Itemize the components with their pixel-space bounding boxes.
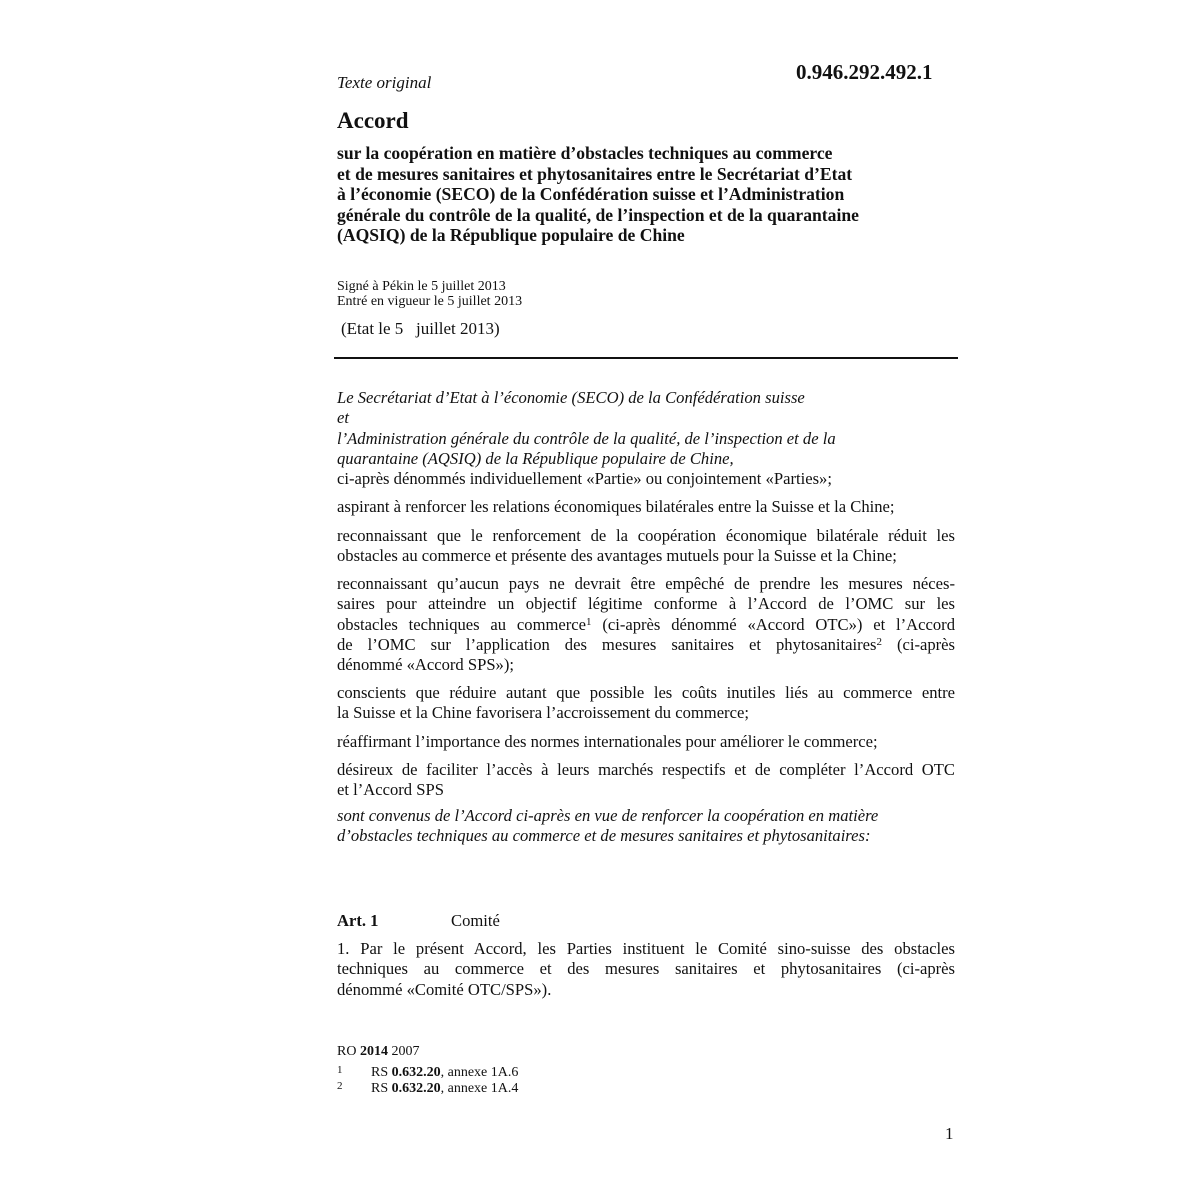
- recital-desireux: [337, 760, 955, 801]
- recital-conscients: [337, 683, 955, 724]
- footnote-ref: 0.632.20: [391, 1065, 441, 1080]
- recital-aspirant: [337, 497, 955, 517]
- ro-page: 2007: [387, 1044, 420, 1059]
- recital-line: reconnaissant que le renforcement de la coopération économique bilatérale réduit les: [337, 526, 955, 545]
- article-paragraph: [337, 939, 955, 1000]
- footnote-suffix: , annexe 1A.6: [440, 1065, 519, 1080]
- ro-prefix: RO: [337, 1044, 360, 1059]
- recital-fragment: (ci-après dénommé «Accord OTC») et l’Accord: [591, 614, 955, 634]
- footnote: [337, 1079, 518, 1096]
- recital-fragment: de l’OMC sur l’application des mesures sanitaires et phytosanitaires: [337, 634, 877, 654]
- recital-line: et l’Accord SPS: [337, 780, 444, 800]
- recital-line: obstacles au commerce et présente des avantages mutuels pour la Suisse et la Chine;: [337, 546, 897, 566]
- subtitle-line: générale du contrôle de la qualité, de l’inspection et de la quarantaine: [337, 204, 859, 225]
- subtitle-line: à l’économie (SECO) de la Confédération suisse et l’Administration: [337, 184, 845, 204]
- agreement-line: sont convenus de l’Accord ci-après en vue de renforcer la coopération en matière: [337, 806, 879, 825]
- signed-date: Signé à Pékin le 5 juillet 2013: [337, 279, 506, 294]
- conjunction-et: et: [337, 408, 349, 428]
- status-date: (Etat le 5 juillet 2013): [341, 319, 500, 338]
- recital-line: saires pour atteindre un objectif légitime conforme à l’Accord de l’OMC sur les: [337, 594, 955, 614]
- recital-line: [337, 635, 955, 655]
- document-subtitle: [337, 143, 977, 246]
- texte-original-label: Texte original: [337, 73, 432, 92]
- footnote-ref-2[interactable]: 2: [876, 635, 882, 648]
- agreement-line: d’obstacles techniques au commerce et de mesures sanitaires et phytosanitaires:: [337, 826, 871, 846]
- subtitle-line: et de mesures sanitaires et phytosanitaires entre le Secrétariat d’Etat: [337, 163, 853, 184]
- article-title: Comité: [451, 911, 500, 930]
- footnote-number: 2: [337, 1080, 343, 1092]
- subtitle-line: (AQSIQ) de la République populaire de Chine: [337, 225, 685, 245]
- recital-line: [337, 615, 955, 635]
- ro-reference: [337, 1044, 419, 1059]
- sr-number: 0.946.292.492.1: [796, 60, 933, 84]
- recital-text: aspirant à renforcer les relations économiques bilatérales entre la Suisse et la Chine;: [337, 497, 895, 516]
- header-divider: [334, 357, 958, 359]
- recital-line: la Suisse et la Chine favorisera l’accroissement du commerce;: [337, 703, 749, 723]
- hereinafter-clause: [337, 469, 955, 489]
- hereinafter-text: ci-après dénommés individuellement «Partie» ou conjointement «Parties»;: [337, 469, 832, 488]
- paragraph-line: techniques au commerce et des mesures sanitaires et phytosanitaires (ci-après: [337, 959, 955, 979]
- party-1: Le Secrétariat d’Etat à l’économie (SECO) de la Confédération suisse: [337, 388, 805, 407]
- party-2-line: quarantaine (AQSIQ) de la République populaire de Chine,: [337, 448, 734, 468]
- footnote-number: 1: [337, 1064, 343, 1076]
- recital-text: réaffirmant l’importance des normes internationales pour améliorer le commerce;: [337, 732, 878, 751]
- recital-line: reconnaissant qu’aucun pays ne devrait être empêché de prendre les mesures néces-: [337, 574, 955, 593]
- agreement-clause: [337, 806, 955, 847]
- ro-year: 2014: [359, 1044, 388, 1059]
- article-label: Art. 1: [337, 911, 379, 930]
- recital-reconnaissant-1: [337, 526, 955, 567]
- paragraph-line: dénommé «Comité OTC/SPS»).: [337, 979, 552, 999]
- recital-fragment: obstacles techniques au commerce: [337, 614, 587, 634]
- footnote-prefix: RS: [371, 1065, 392, 1080]
- footnote-prefix: RS: [371, 1081, 392, 1096]
- recital-fragment: (ci-après: [881, 634, 956, 654]
- document-title: Accord: [337, 108, 409, 133]
- footnote-ref: 0.632.20: [391, 1081, 441, 1096]
- in-force-date: Entré en vigueur le 5 juillet 2013: [337, 294, 523, 309]
- footnote-suffix: , annexe 1A.4: [440, 1081, 519, 1096]
- signature-info: [337, 279, 522, 309]
- recital-reconnaissant-2: [337, 574, 955, 675]
- recital-line: désireux de faciliter l’accès à leurs marchés respectifs et de compléter l’Accord OTC: [337, 760, 955, 779]
- recital-line: conscients que réduire autant que possible les coûts inutiles liés au commerce entre: [337, 683, 955, 702]
- recital-line: dénommé «Accord SPS»);: [337, 655, 514, 675]
- paragraph-line: 1. Par le présent Accord, les Parties instituent le Comité sino-suisse des obstacles: [337, 939, 955, 958]
- recital-reaffirmant: [337, 732, 955, 752]
- footnote: [337, 1063, 518, 1080]
- preamble-parties: [337, 388, 955, 469]
- party-2-line: l’Administration générale du contrôle de la qualité, de l’inspection et de la: [337, 428, 836, 448]
- footnote-ref-1[interactable]: 1: [586, 615, 592, 628]
- subtitle-line: sur la coopération en matière d’obstacles techniques au commerce: [337, 143, 833, 163]
- page-number: 1: [945, 1124, 954, 1143]
